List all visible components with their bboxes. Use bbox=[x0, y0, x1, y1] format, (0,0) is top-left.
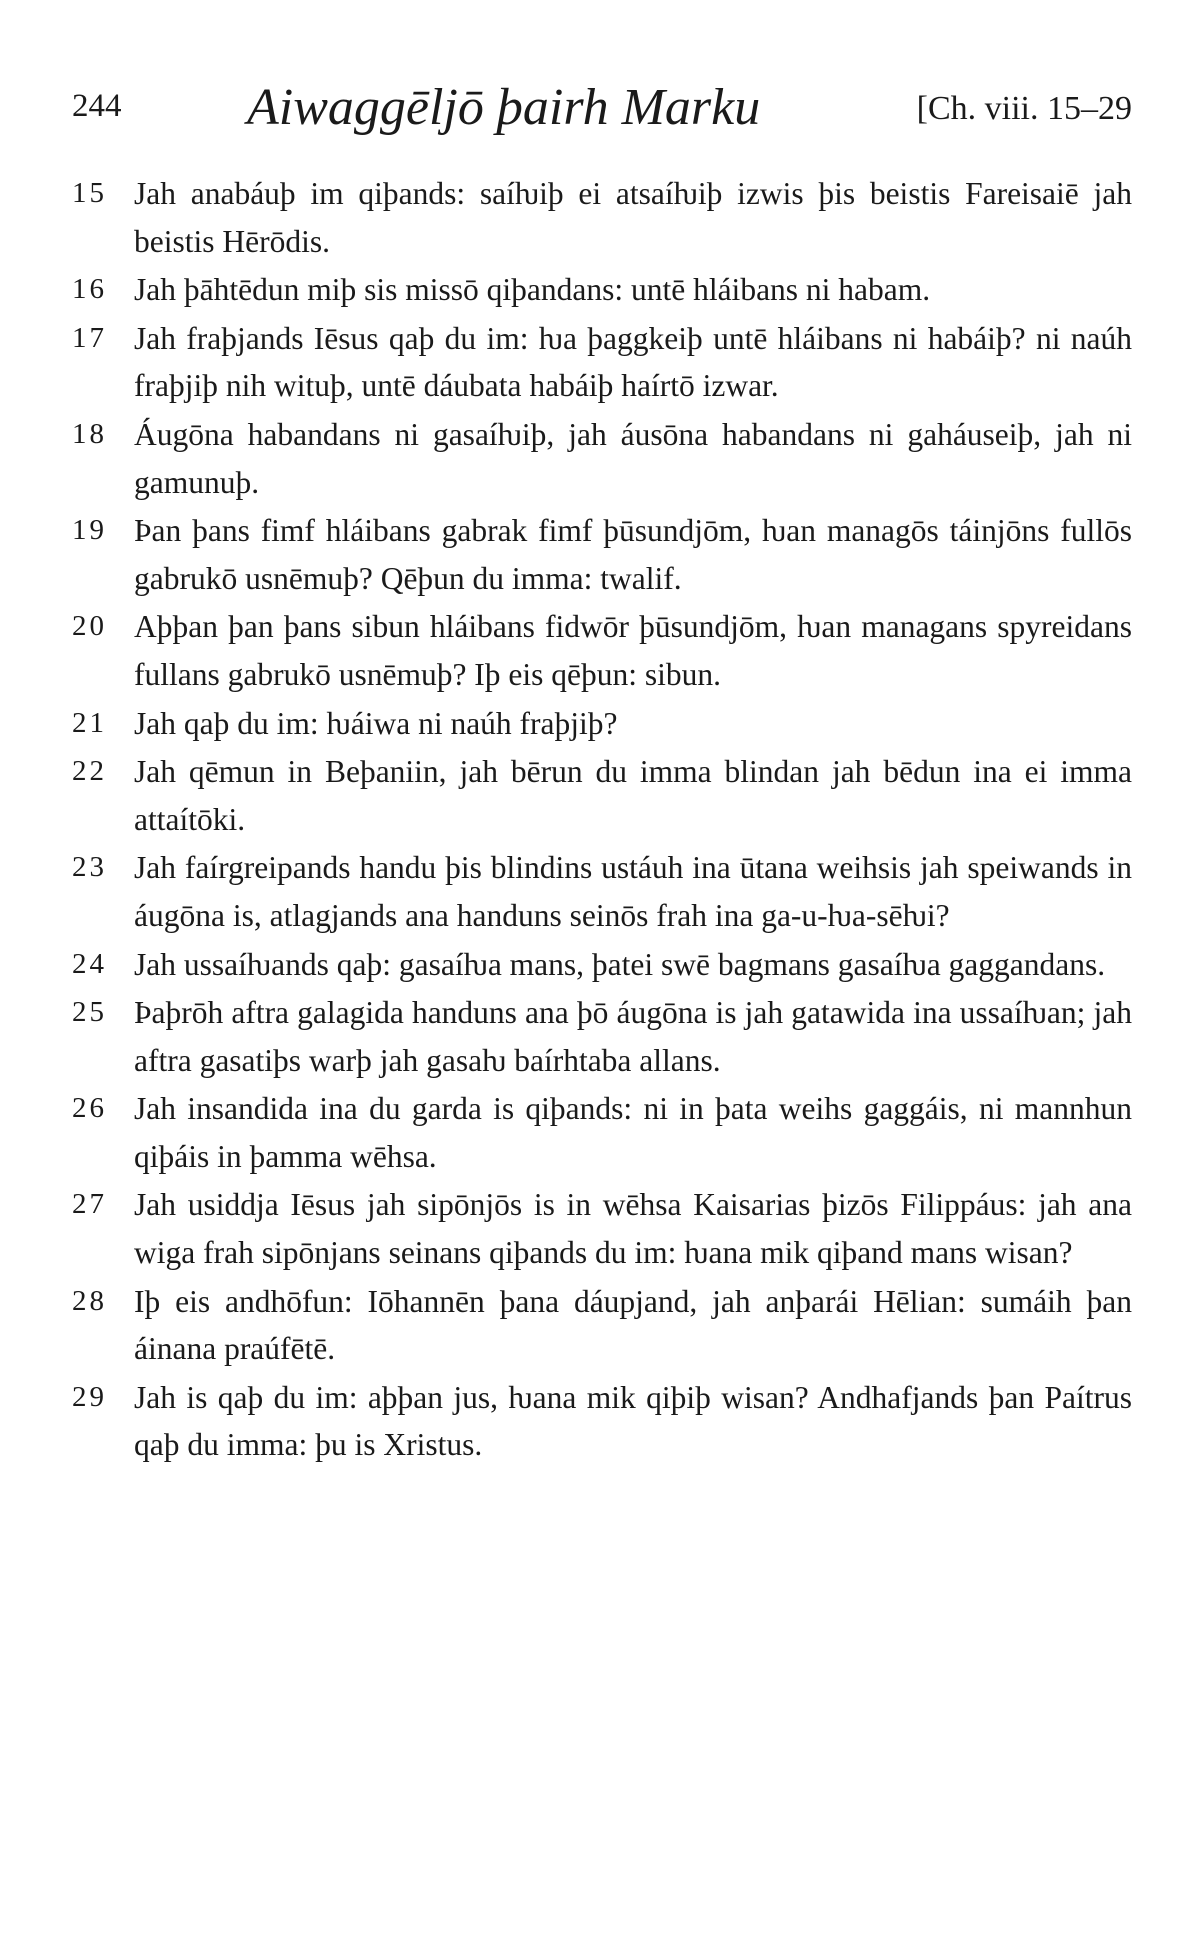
verse-number: 15 bbox=[72, 177, 107, 209]
verse-text: Aþþan þan þans sibun hláibans fidwōr þūsundjōm, ƕan managans spyreidans fullans gabrukō usnēmuþ? Iþ eis qēþun: sibun. bbox=[134, 609, 1132, 692]
verse-text: Jah anabáuþ im qiþands: saíƕiþ ei atsaíƕiþ izwis þis beistis Fareisaiē jah beistis Hērōdis. bbox=[134, 176, 1132, 259]
verse-number: 29 bbox=[72, 1380, 107, 1413]
verse-text: Jah þāhtēdun miþ sis missō qiþandans: untē hláibans ni habam. bbox=[134, 272, 931, 308]
verse bbox=[72, 844, 1132, 939]
verse bbox=[72, 603, 1132, 698]
verse bbox=[72, 1374, 1132, 1469]
page-number: 244 bbox=[72, 88, 122, 124]
verse-number: 28 bbox=[72, 1284, 107, 1317]
verse-number: 17 bbox=[72, 321, 107, 354]
verse-number: 18 bbox=[72, 417, 107, 450]
verse-text: Jah usiddja Iēsus jah sipōnjōs is in wēhsa Kaisarias þizōs Filippáus: jah ana wiga frah sipōnjans seinans qiþands du im: ƕana mik qiþand mans wisan? bbox=[134, 1187, 1132, 1271]
verse-text: Jah faírgreipands handu þis blindins ustáuh ina ūtana weihsis jah speiwands in áugōna is, atlagjands ana handuns seinōs frah ina ga-u-ƕa-sēƕi? bbox=[134, 850, 1132, 933]
verse bbox=[72, 411, 1132, 506]
verse bbox=[72, 266, 1132, 314]
verse-text: Áugōna habandans ni gasaíƕiþ, jah áusōna habandans ni gaháuseiþ, jah ni gamunuþ. bbox=[134, 416, 1132, 500]
verse-number: 25 bbox=[72, 996, 107, 1029]
verse-text: Jah ussaíƕands qaþ: gasaíƕa mans, þatei swē bagmans gasaíƕa gaggandans. bbox=[134, 946, 1106, 982]
verse-number: 22 bbox=[72, 755, 107, 788]
verse-number: 23 bbox=[72, 851, 107, 884]
verse-number: 19 bbox=[72, 514, 107, 547]
verse bbox=[72, 989, 1132, 1084]
verse bbox=[72, 748, 1132, 843]
verse-text: Iþ eis andhōfun: Iōhannēn þana dáupjand, jah anþarái Hēlian: sumáih þan áinana praúfētē. bbox=[134, 1283, 1132, 1367]
verse-number: 20 bbox=[72, 610, 107, 643]
verse-number: 27 bbox=[72, 1188, 107, 1221]
verse bbox=[72, 941, 1132, 989]
verse-number: 21 bbox=[72, 706, 107, 739]
verse bbox=[72, 315, 1132, 410]
verse bbox=[72, 1085, 1132, 1180]
verse-text: Þaþrōh aftra galagida handuns ana þō áugōna is jah gatawida ina ussaíƕan; jah aftra gasatiþs warþ jah gasaƕ baírhtaba allans. bbox=[134, 995, 1132, 1078]
verse-text: Þan þans fimf hláibans gabrak fimf þūsundjōm, ƕan managōs táinjōns fullōs gabrukō usnēmuþ? Qēþun du imma: twalif. bbox=[134, 513, 1132, 596]
chapter-reference: [Ch. viii. 15–29 bbox=[916, 90, 1132, 127]
running-title: Aiwaggēljō þairh Marku bbox=[247, 79, 761, 136]
verse bbox=[72, 1181, 1132, 1276]
verse-text: Jah fraþjands Iēsus qaþ du im: ƕa þaggkeiþ untē hláibans ni habáiþ? ni naúh fraþjiþ nih wituþ, untē dáubata habáiþ haírtō izwar. bbox=[134, 320, 1132, 404]
verse bbox=[72, 700, 1132, 748]
verse-list bbox=[72, 170, 1132, 1470]
verse-text: Jah is qaþ du im: aþþan jus, ƕana mik qiþiþ wisan? Andhafjands þan Paítrus qaþ du imma: þu is Xristus. bbox=[134, 1379, 1132, 1463]
page-header bbox=[72, 78, 1132, 138]
verse-text: Jah qaþ du im: ƕáiwa ni naúh fraþjiþ? bbox=[134, 705, 618, 741]
verse bbox=[72, 170, 1132, 265]
verse-text: Jah insandida ina du garda is qiþands: ni in þata weihs gaggáis, ni mannhun qiþáis in þamma wēhsa. bbox=[134, 1091, 1132, 1174]
verse-text: Jah qēmun in Beþaniin, jah bērun du imma blindan jah bēdun ina ei imma attaítōki. bbox=[134, 754, 1132, 837]
verse-number: 26 bbox=[72, 1092, 107, 1125]
verse bbox=[72, 507, 1132, 602]
verse-number: 24 bbox=[72, 947, 107, 980]
verse bbox=[72, 1278, 1132, 1373]
verse-number: 16 bbox=[72, 273, 107, 306]
